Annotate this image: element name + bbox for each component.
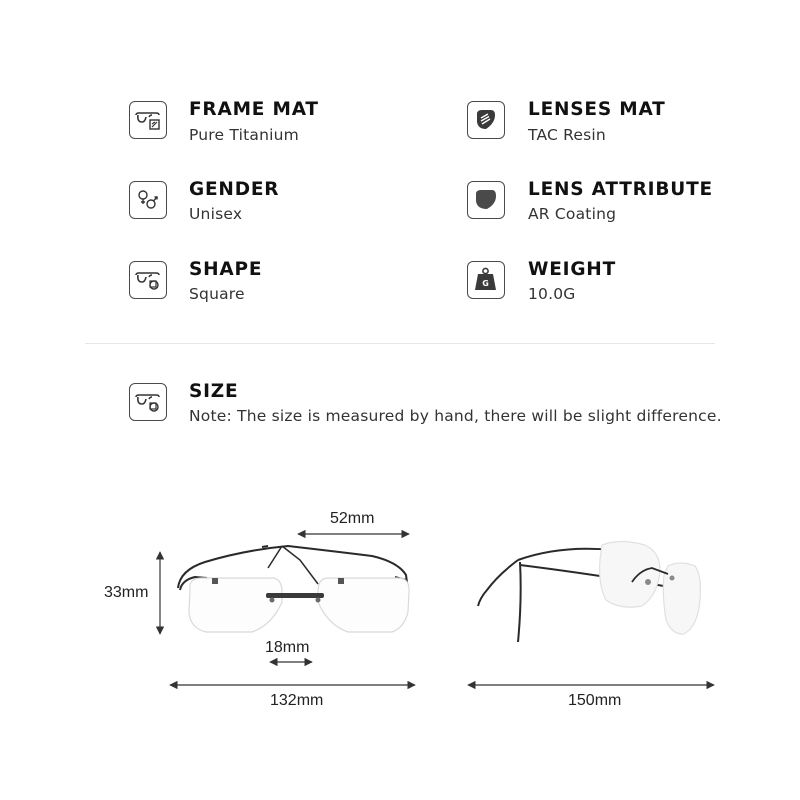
spec-title: LENS ATTRIBUTE [528, 179, 713, 200]
bridge-label: 18mm [265, 639, 310, 656]
spec-value: 10.0G [528, 285, 576, 303]
spec-title: LENSES MAT [528, 99, 666, 120]
side-view-glasses [478, 542, 700, 643]
spec-title: SHAPE [189, 259, 263, 280]
lens-height-label: 33mm [104, 584, 149, 601]
weight-icon-label: G [482, 279, 489, 288]
spec-title: FRAME MAT [189, 99, 319, 120]
size-note: Note: The size is measured by hand, there will be slight difference. [189, 407, 722, 425]
spec-title: GENDER [189, 179, 280, 200]
lens-width-label: 52mm [330, 510, 375, 527]
front-view-glasses [178, 546, 409, 632]
frame-width-label: 132mm [270, 692, 324, 709]
spec-value: TAC Resin [528, 126, 606, 144]
temple-length-label: 150mm [568, 692, 622, 709]
spec-value: Pure Titanium [189, 126, 299, 144]
size-title: SIZE [189, 381, 239, 402]
spec-title: WEIGHT [528, 259, 617, 280]
spec-value: AR Coating [528, 205, 617, 223]
spec-value: Square [189, 285, 245, 303]
spec-value: Unisex [189, 205, 243, 223]
